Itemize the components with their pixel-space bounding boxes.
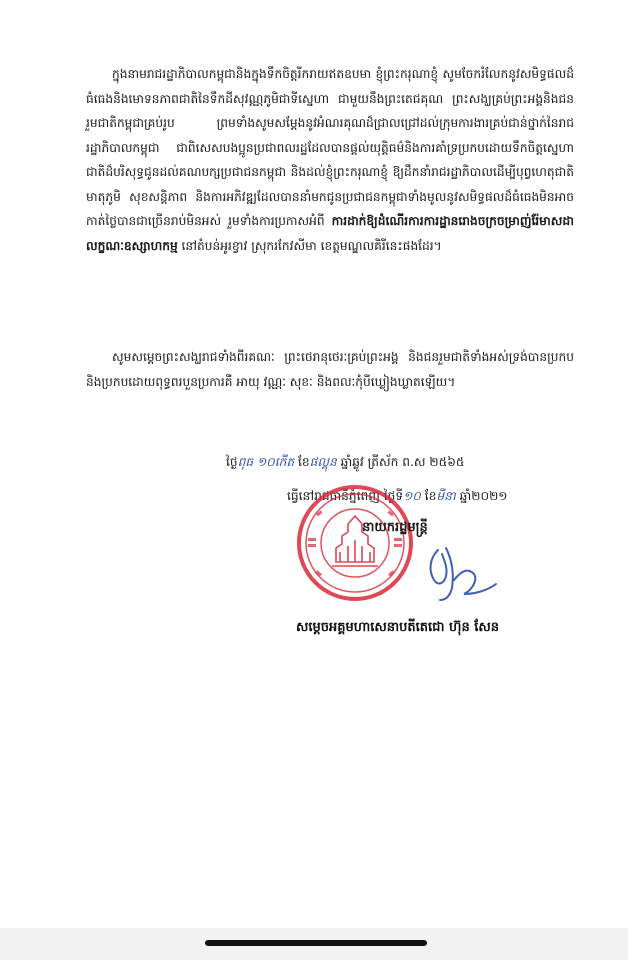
solar-date-prefix: ធ្វើនៅរាជធានីភ្នំពេញ ថ្ងៃទី bbox=[287, 489, 404, 503]
lunar-date-handwritten-month: ផល្គុន bbox=[309, 455, 337, 469]
lunar-date-line bbox=[226, 454, 464, 472]
lunar-date-prefix: ថ្ងៃ bbox=[226, 455, 238, 469]
solar-date-mid: ខែ bbox=[420, 489, 437, 503]
home-indicator[interactable] bbox=[205, 940, 427, 946]
official-seal-icon bbox=[296, 484, 414, 602]
lunar-date-mid: ខែ bbox=[294, 455, 310, 469]
lunar-date-suffix: ឆ្នាំឆ្លូវ ត្រីស័ក ព.ស ២៥៦៥ bbox=[336, 455, 465, 469]
paragraph-intro-text: ក្នុងនាមរាជរដ្ឋាភិបាលកម្ពុជានិងក្នុងទឹកចិត្តរីករាយឥតឧបមា ខ្ញុំព្រះករុណាខ្ញុំ សូមចែករំលែកនូវសមិទ្ធផលដ៏ធំធេងនិងមោទនភាពជាតិនៃទឹកដីសុវណ្ណភូមិជាទីស្នេហា ជាមួយនឹងព្រះតេជគុណ ព្រះសង្ឃគ្រប់ព្រះអង្គនិងជនរួមជាតិកម្ពុជាគ្រប់រូប ព្រមទាំងសូមសម្តែងនូវអំណរគុណដ៏ជ្រាលជ្រៅដល់ក្រុមការងារគ្រប់ជាន់ថ្នាក់នៃរាជរដ្ឋាភិបាលកម្ពុជា ជាពិសេសបងប្អូនប្រជាពលរដ្ឋដែលបានផ្តល់យុត្តិធម៌និងការគាំទ្រប្រកបដោយទឹកចិត្តស្នេហាជាតិដ៏បរិសុទ្ធជូនដល់គណបក្សប្រជាជនកម្ពុជា និងដល់ខ្ញុំព្រះករុណាខ្ញុំ ឱ្យដឹកនាំរាជរដ្ឋាភិបាលដើម្បីបុព្វហេតុជាតិ មាតុភូមិ សុខសន្តិភាព និងការអភិវឌ្ឍដែលបាននាំមកជូនប្រជាជនកម្ពុជាទាំងមូលនូវសមិទ្ធផលដ៏ធំធេងមិនអាចកាត់ថ្លៃបានជាច្រើនរាប់មិនអស់ រួមទាំងការប្រកាសអំពី bbox=[86, 67, 574, 228]
paragraph-intro-end: នៅតំបន់អូរខ្វាវ ស្រុករកែវសីមា ខេត្តមណ្ឌលគិរីនេះផងដែរ។ bbox=[177, 238, 442, 253]
paragraph-intro bbox=[86, 62, 574, 258]
paragraph-blessing: សូមសម្តេចព្រះសង្ឃរាជទាំងពីរគណៈ ព្រះថេរានុថេរៈគ្រប់ព្រះអង្គ និងជនរួមជាតិទាំងអស់ទ្រង់បានប្រកប និងប្រកបដោយពុទ្ធពរបួនប្រការគឺ អាយុ វណ្ណៈ សុខៈ និងពលៈកុំបីឃ្លៀងឃ្លាតឡើយ។ bbox=[86, 350, 574, 389]
prime-minister-title: នាយករដ្ឋមន្ត្រី bbox=[362, 520, 428, 535]
paragraph-intro-bold: ការដាក់ឱ្យដំណើរការការដ្ឋានរោងចក្រចម្រាញ់រ៉ែមាសដាលក្ខណៈឧស្សាហកម្ម bbox=[86, 214, 574, 253]
solar-date-handwritten-month: មីនា bbox=[436, 489, 456, 503]
lunar-date-handwritten-day: ពុធ ១០កើត bbox=[237, 455, 295, 469]
handwritten-signature-icon bbox=[408, 540, 498, 610]
signer-name: សម្តេចអគ្គមហាសេនាបតីតេជោ ហ៊ុន សែន bbox=[296, 620, 499, 635]
solar-date-handwritten-day: ១០ bbox=[403, 489, 421, 503]
solar-date-suffix: ឆ្នាំ២០២១ bbox=[455, 489, 508, 503]
